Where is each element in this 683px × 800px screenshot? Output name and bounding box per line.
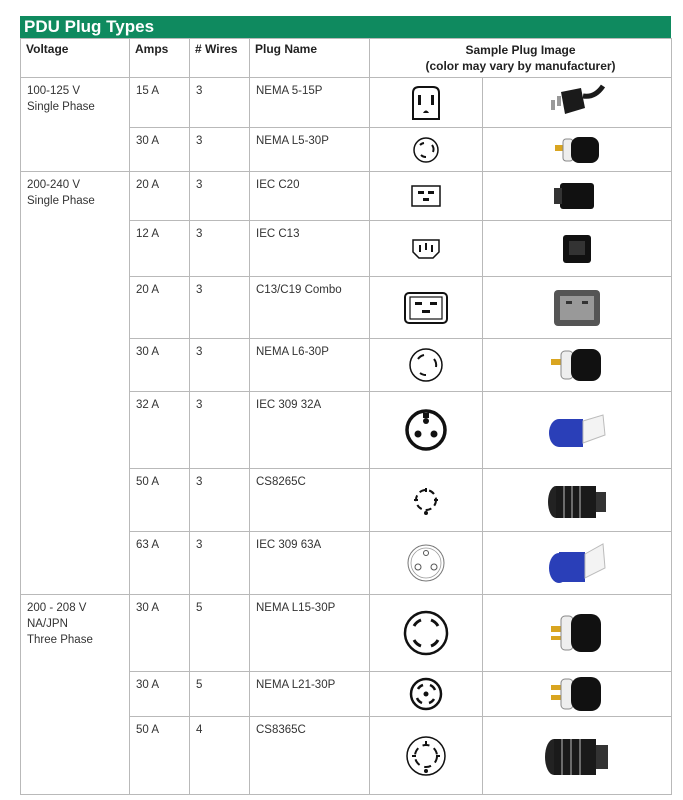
plug-photo-cell (483, 339, 672, 392)
header-sample-image (370, 39, 672, 78)
iec-c20-face-icon (410, 184, 442, 208)
cs8265c-face-icon (406, 480, 446, 520)
cs8365c-face-icon (402, 732, 450, 780)
iec-c13-face-icon (411, 238, 441, 260)
nema-l5-30-plug-photo-icon (549, 131, 605, 169)
plug-diagram-cell (370, 717, 483, 795)
plug-name-cell: CS8265C (250, 469, 370, 532)
iec-c20-plug-photo-icon (552, 177, 602, 215)
amps-cell: 30 A (130, 128, 190, 172)
voltage-group-cell: 200 - 208 V NA/JPN Three Phase (21, 595, 130, 795)
amps-cell: 15 A (130, 78, 190, 128)
plug-photo-cell (483, 469, 672, 532)
plug-types-table (20, 38, 672, 795)
plug-name-cell: IEC 309 32A (250, 392, 370, 469)
plug-photo-cell (483, 128, 672, 172)
plug-diagram-cell (370, 128, 483, 172)
plug-photo-cell (483, 717, 672, 795)
wires-cell: 3 (190, 532, 250, 595)
amps-cell: 63 A (130, 532, 190, 595)
wires-cell: 3 (190, 339, 250, 392)
table-row (21, 78, 672, 128)
plug-diagram-cell (370, 277, 483, 339)
wires-cell: 5 (190, 672, 250, 717)
plug-photo-cell (483, 221, 672, 277)
plug-name-cell: NEMA L6-30P (250, 339, 370, 392)
plug-diagram-cell (370, 172, 483, 221)
wires-cell: 3 (190, 172, 250, 221)
nema-l15-30-face-icon (401, 608, 451, 658)
header-row (21, 39, 672, 78)
wires-cell: 3 (190, 392, 250, 469)
voltage-group-cell: 200-240 V Single Phase (21, 172, 130, 595)
nema-l21-30-face-icon (407, 675, 445, 713)
wires-cell: 5 (190, 595, 250, 672)
nema-l5-30-face-icon (411, 135, 441, 165)
wires-cell: 3 (190, 221, 250, 277)
plug-name-cell: IEC C20 (250, 172, 370, 221)
nema-l6-30-plug-photo-icon (547, 343, 607, 387)
header-amps: Amps (130, 39, 190, 78)
header-plug-name: Plug Name (250, 39, 370, 78)
plug-diagram-cell (370, 672, 483, 717)
plug-name-cell: NEMA L21-30P (250, 672, 370, 717)
plug-diagram-cell (370, 469, 483, 532)
header-voltage: Voltage (21, 39, 130, 78)
plug-diagram-cell (370, 532, 483, 595)
nema-l6-30-face-icon (407, 346, 445, 384)
plug-photo-cell (483, 277, 672, 339)
iec-309-63a-face-icon (405, 542, 447, 584)
amps-cell: 30 A (130, 595, 190, 672)
plug-name-cell: NEMA L5-30P (250, 128, 370, 172)
amps-cell: 12 A (130, 221, 190, 277)
plug-photo-cell (483, 532, 672, 595)
table-row (21, 172, 672, 221)
page-title: PDU Plug Types (20, 16, 671, 38)
nema-5-15-plug-photo-icon (547, 80, 607, 126)
plug-photo-cell (483, 78, 672, 128)
amps-cell: 20 A (130, 277, 190, 339)
c13-c19-combo-photo-icon (552, 288, 602, 328)
plug-name-cell: NEMA L15-30P (250, 595, 370, 672)
plug-name-cell: NEMA 5-15P (250, 78, 370, 128)
amps-cell: 20 A (130, 172, 190, 221)
wires-cell: 4 (190, 717, 250, 795)
header-wires: # Wires (190, 39, 250, 78)
plug-photo-cell (483, 595, 672, 672)
voltage-group-cell: 100-125 V Single Phase (21, 78, 130, 172)
amps-cell: 50 A (130, 717, 190, 795)
iec-309-32a-plug-photo-icon (545, 407, 609, 453)
wires-cell: 3 (190, 277, 250, 339)
header-sample-line1: Sample Plug Image (465, 43, 576, 57)
plug-name-cell: IEC C13 (250, 221, 370, 277)
c13-c19-combo-face-icon (403, 291, 449, 325)
plug-name-cell: CS8365C (250, 717, 370, 795)
wires-cell: 3 (190, 78, 250, 128)
plug-name-cell: IEC 309 63A (250, 532, 370, 595)
plug-diagram-cell (370, 221, 483, 277)
plug-diagram-cell (370, 595, 483, 672)
amps-cell: 50 A (130, 469, 190, 532)
plug-photo-cell (483, 392, 672, 469)
wires-cell: 3 (190, 128, 250, 172)
nema-5-15-face-icon (409, 83, 443, 123)
iec-c13-plug-photo-icon (557, 229, 597, 269)
plug-name-cell: C13/C19 Combo (250, 277, 370, 339)
amps-cell: 30 A (130, 339, 190, 392)
plug-diagram-cell (370, 339, 483, 392)
wires-cell: 3 (190, 469, 250, 532)
plug-diagram-cell (370, 392, 483, 469)
iec-309-32a-face-icon (404, 408, 448, 452)
plug-photo-cell (483, 672, 672, 717)
amps-cell: 32 A (130, 392, 190, 469)
nema-l21-30-plug-photo-icon (547, 673, 607, 715)
cs8365c-plug-photo-icon (542, 731, 612, 781)
table-row (21, 595, 672, 672)
plug-diagram-cell (370, 78, 483, 128)
nema-l15-30-plug-photo-icon (547, 606, 607, 660)
amps-cell: 30 A (130, 672, 190, 717)
cs8265c-plug-photo-icon (544, 478, 610, 522)
header-sample-line2: (color may vary by manufacturer) (425, 59, 616, 73)
iec-309-63a-plug-photo-icon (545, 538, 609, 588)
plug-photo-cell (483, 172, 672, 221)
